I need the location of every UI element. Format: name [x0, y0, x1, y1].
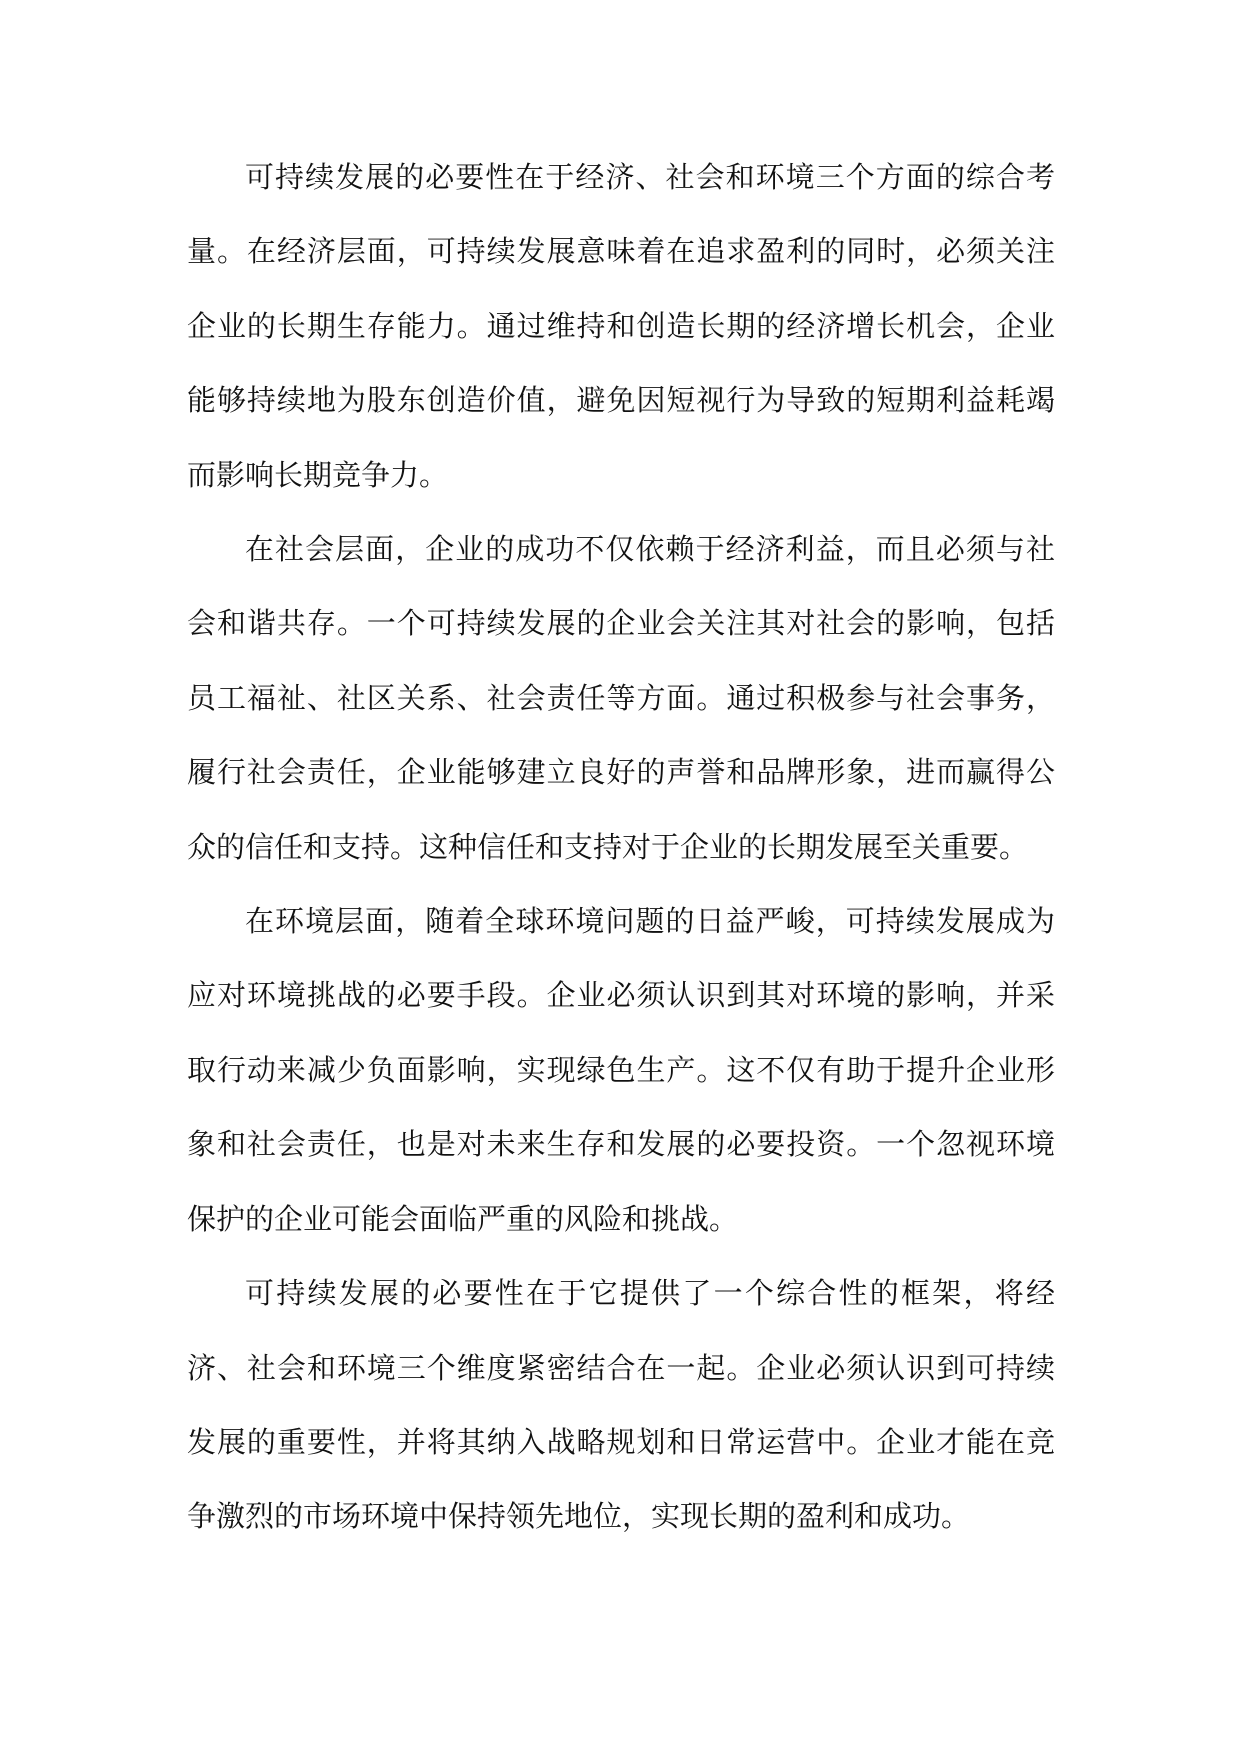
paragraph-social: 在社会层面，企业的成功不仅依赖于经济利益，而且必须与社会和谐共存。一个可持续发展的企业会关注其对社会的影响，包括员工福祉、社区关系、社会责任等方面。通过积极参与社会事务，履行社会责任，企业能够建立良好的声誉和品牌形象，进而赢得公众的信任和支持。这种信任和支持对于企业的长期发展至关重要。: [187, 532, 1055, 864]
paragraph-conclusion: 可持续发展的必要性在于它提供了一个综合性的框架，将经济、社会和环境三个维度紧密结合在一起。企业必须认识到可持续发展的重要性，并将其纳入战略规划和日常运营中。企业才能在竞争激烈的市场环境中保持领先地位，实现长期的盈利和成功。: [187, 1276, 1055, 1534]
paragraph-environmental: 在环境层面，随着全球环境问题的日益严峻，可持续发展成为应对环境挑战的必要手段。企业必须认识到其对环境的影响，并采取行动来减少负面影响，实现绿色生产。这不仅有助于提升企业形象和社会责任，也是对未来生存和发展的必要投资。一个忽视环境保护的企业可能会面临严重的风险和挑战。: [187, 904, 1055, 1236]
paragraph-economic: 可持续发展的必要性在于经济、社会和环境三个方面的综合考量。在经济层面，可持续发展意味着在追求盈利的同时，必须关注企业的长期生存能力。通过维持和创造长期的经济增长机会，企业能够持续地为股东创造价值，避免因短视行为导致的短期利益耗竭而影响长期竞争力。: [187, 160, 1055, 492]
document-body: [187, 140, 1055, 1554]
